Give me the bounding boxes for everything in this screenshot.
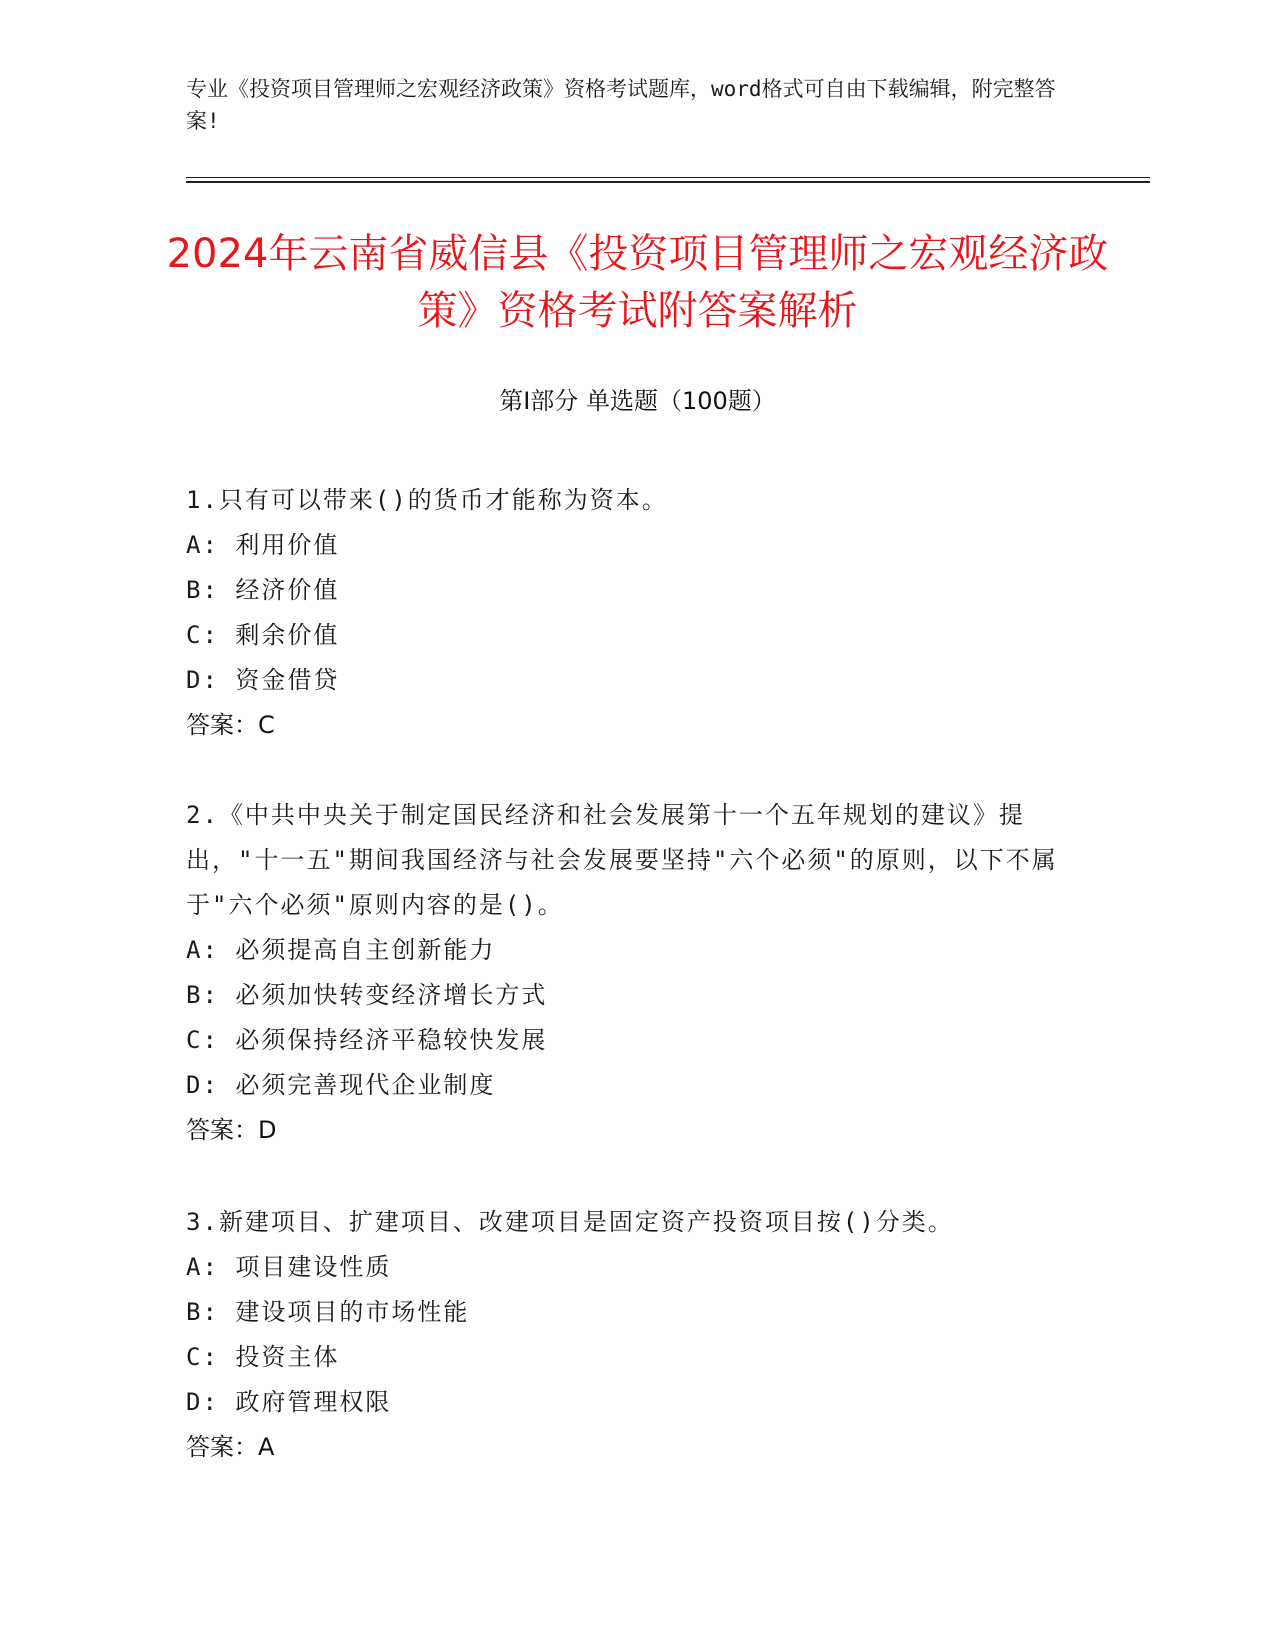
option-c: C: 投资主体 bbox=[186, 1343, 340, 1371]
question-stem: 2.《中共中央关于制定国民经济和社会发展第十一个五年规划的建议》提出，"十一五"期间我国经济与社会发展要坚持"六个必须"的原则，以下不属于"六个必须"原则内容的是()。 bbox=[186, 801, 1058, 919]
option-c: C: 必须保持经济平稳较快发展 bbox=[186, 1026, 548, 1054]
header-divider-thin bbox=[186, 177, 1150, 178]
option-a: A: 利用价值 bbox=[186, 531, 340, 559]
answer-line: 答案：C bbox=[186, 711, 275, 739]
option-d: D: 政府管理权限 bbox=[186, 1388, 392, 1416]
option-b: B: 经济价值 bbox=[186, 576, 340, 604]
question-item bbox=[186, 793, 1066, 1153]
section-title: 第I部分 单选题（100题） bbox=[499, 387, 776, 415]
option-a: A: 项目建设性质 bbox=[186, 1253, 392, 1281]
header-note: 专业《投资项目管理师之宏观经济政策》资格考试题库，word格式可自由下载编辑，附完整答案! bbox=[186, 77, 1056, 133]
question-stem: 3.新建项目、扩建项目、改建项目是固定资产投资项目按()分类。 bbox=[186, 1208, 954, 1236]
option-b: B: 建设项目的市场性能 bbox=[186, 1298, 470, 1326]
option-b: B: 必须加快转变经济增长方式 bbox=[186, 981, 548, 1009]
option-a: A: 必须提高自主创新能力 bbox=[186, 936, 496, 964]
question-item bbox=[186, 1200, 1066, 1470]
answer-line: 答案：D bbox=[186, 1116, 277, 1144]
answer-line: 答案：A bbox=[186, 1433, 275, 1461]
option-c: C: 剩余价值 bbox=[186, 621, 340, 649]
document-title: 2024年云南省威信县《投资项目管理师之宏观经济政策》资格考试附答案解析 bbox=[166, 231, 1109, 334]
question-item bbox=[186, 478, 1066, 748]
option-d: D: 资金借贷 bbox=[186, 666, 340, 694]
header-divider-thick bbox=[186, 181, 1150, 183]
option-d: D: 必须完善现代企业制度 bbox=[186, 1071, 496, 1099]
question-stem: 1.只有可以带来()的货币才能称为资本。 bbox=[186, 486, 668, 514]
